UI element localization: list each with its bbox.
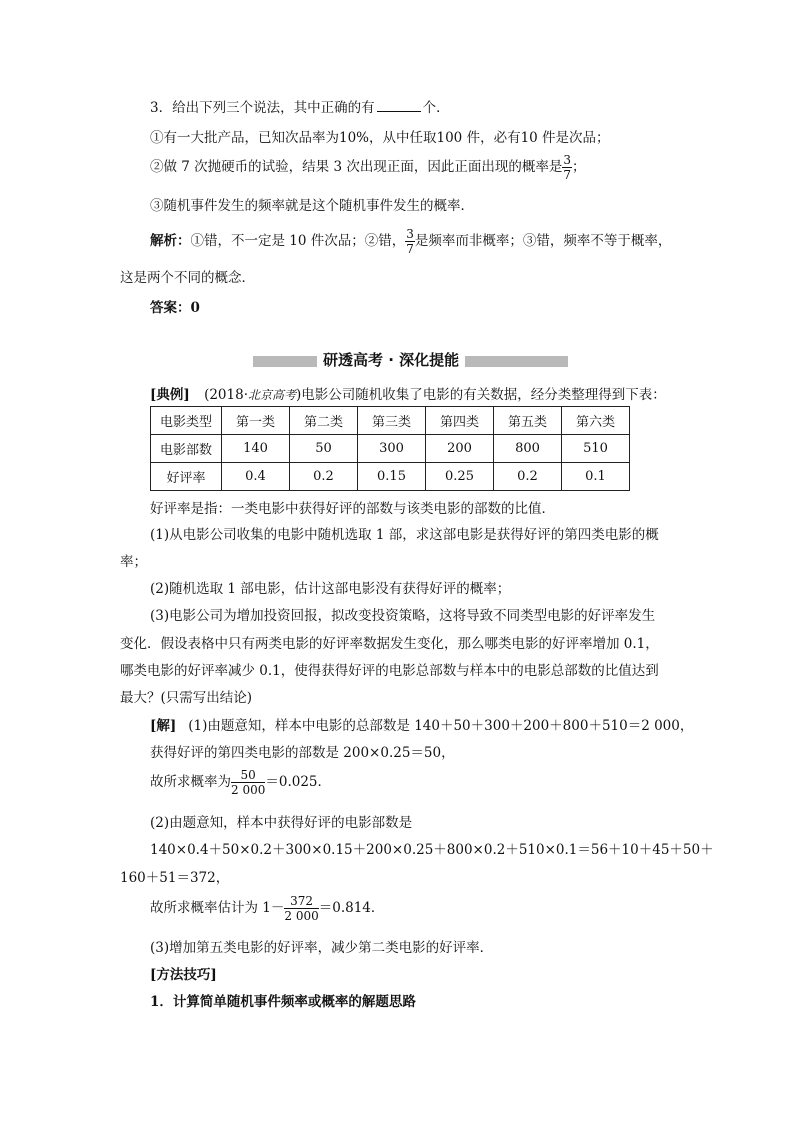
solution-text: 故所求概率估计为 1－ [150,900,285,916]
example-intro-text: 电影公司随机收集了电影的有关数据，经分类整理得到下表： [301,387,666,403]
table-cell: 140 [222,435,290,463]
table-cell: 第一类 [222,407,290,435]
q3-answer: 答案：0 [150,300,200,316]
q3-solution [150,228,671,255]
part-1-line-2: 率； [120,554,147,570]
fraction-numerator: 3 [406,227,414,241]
solution-line-5: 140×0.4＋50×0.2＋300×0.15＋200×0.25＋800×0.2＋510×0.1＝56＋10＋45＋50＋ [150,842,714,858]
solution-text: 故所求概率为 [150,774,231,790]
fraction-denominator: 7 [406,242,414,256]
table-cell: 510 [562,435,630,463]
table-cell: 0.2 [290,463,358,491]
source-open: (2018· [204,387,248,403]
part-3-line-3: 哪类电影的好评率减少 0.1，使得获得好评的电影总部数与样本中的电影总部数的比值达到 [120,663,659,679]
q3-stem-end: 个． [422,100,450,116]
statement-2-text: ②做 7 次抛硬币的试验，结果 3 次出现正面，因此正面出现的概率是 [150,159,563,175]
solution-line-2: 获得好评的第四类电影的部数是 200×0.25＝50， [150,745,455,761]
table-cell: 0.1 [562,463,630,491]
table-cell: 好评率 [151,463,222,491]
solution-line-1 [150,714,693,734]
fraction-numerator: 50 [231,769,265,783]
solution-text: ＝0.814． [318,900,385,916]
method-tips-label: [方法技巧] [150,967,217,983]
statement-3: ③随机事件发生的频率就是这个随机事件发生的概率． [150,198,474,214]
table-row [151,463,630,491]
table-cell: 电影部数 [151,435,222,463]
fraction-3-7-solution [405,228,415,255]
solution-label: [解] [150,718,177,734]
fraction-3-7 [562,154,572,181]
section-banner [253,350,568,372]
answer-blank [377,99,421,112]
fraction-numerator: 372 [284,895,318,909]
fraction-numerator: 3 [563,153,571,167]
solution-line-8: (3)增加第五类电影的好评率，减少第二类电影的好评率． [150,940,494,956]
solution-text-b: 是频率而非概率；③错，频率不等于概率， [414,233,672,249]
part-3-line-1: (3)电影公司为增加投资回报，拟改变投资策略，这将导致不同类型电影的好评率发生 [150,608,656,624]
table-cell: 电影类型 [151,407,222,435]
table-cell: 300 [358,435,426,463]
table-cell: 0.4 [222,463,290,491]
statement-1: ①有一大批产品，已知次品率为10%，从中任取100 件，必有10 件是次品； [150,130,610,146]
table-cell: 第三类 [358,407,426,435]
table-cell: 800 [494,435,562,463]
table-cell: 第六类 [562,407,630,435]
banner-title: 研透高考 · 深化提能 [317,349,465,370]
part-1-line-1: (1)从电影公司收集的电影中随机选取 1 部，求这部电影是获得好评的第四类电影的概 [150,527,659,543]
fraction-50-2000 [231,769,265,796]
part-2: (2)随机选取 1 部电影，估计这部电影没有获得好评的概率； [150,581,511,597]
table-row [151,435,630,463]
table-cell: 第五类 [494,407,562,435]
table-cell: 0.2 [494,463,562,491]
table-header-row [151,407,630,435]
solution-label: 解析： [150,233,191,249]
solution-line-3 [150,769,331,796]
solution-text-a: ①错，不一定是 10 件次品；②错， [190,233,406,249]
table-cell: 第二类 [290,407,358,435]
solution-line-4: (2)由题意知，样本中获得好评的电影部数是 [150,815,413,831]
method-tips-item-1: 1．计算简单随机事件频率或概率的解题思路 [150,994,416,1010]
fraction-denominator: 2 000 [231,783,266,797]
table-cell: 50 [290,435,358,463]
table-cell: 0.15 [358,463,426,491]
source-name: 北京高考 [248,388,297,402]
fraction-denominator: 2 000 [284,909,319,923]
movie-data-table [150,406,630,491]
source-close: ) [296,387,302,403]
fraction-372-2000 [284,895,318,922]
table-cell: 200 [426,435,494,463]
example-label: [典例] [150,387,190,403]
statement-2 [150,154,585,181]
solution-continuation: 这是两个不同的概念． [120,270,255,286]
table-cell: 第四类 [426,407,494,435]
statement-2-end: ； [571,159,586,175]
part-3-line-4: 最大？(只需写出结论) [120,690,253,706]
rating-definition: 好评率是指：一类电影中获得好评的部数与该类电影的部数的比值． [150,501,555,517]
q3-stem [150,96,450,116]
solution-text: (1)由题意知，样本中电影的总部数是 140＋50＋300＋200＋800＋510＝2 000， [188,718,694,734]
q3-stem-text: 3．给出下列三个说法，其中正确的有 [150,100,375,116]
part-3-line-2: 变化．假设表格中只有两类电影的好评率数据发生变化，那么哪类电影的好评率增加 0.1， [120,636,659,652]
solution-line-7 [150,895,384,922]
fraction-denominator: 7 [563,168,571,182]
example-intro [150,383,666,403]
solution-line-6: 160＋51＝372， [120,870,230,886]
solution-text: ＝0.025． [265,774,332,790]
table-cell: 0.25 [426,463,494,491]
